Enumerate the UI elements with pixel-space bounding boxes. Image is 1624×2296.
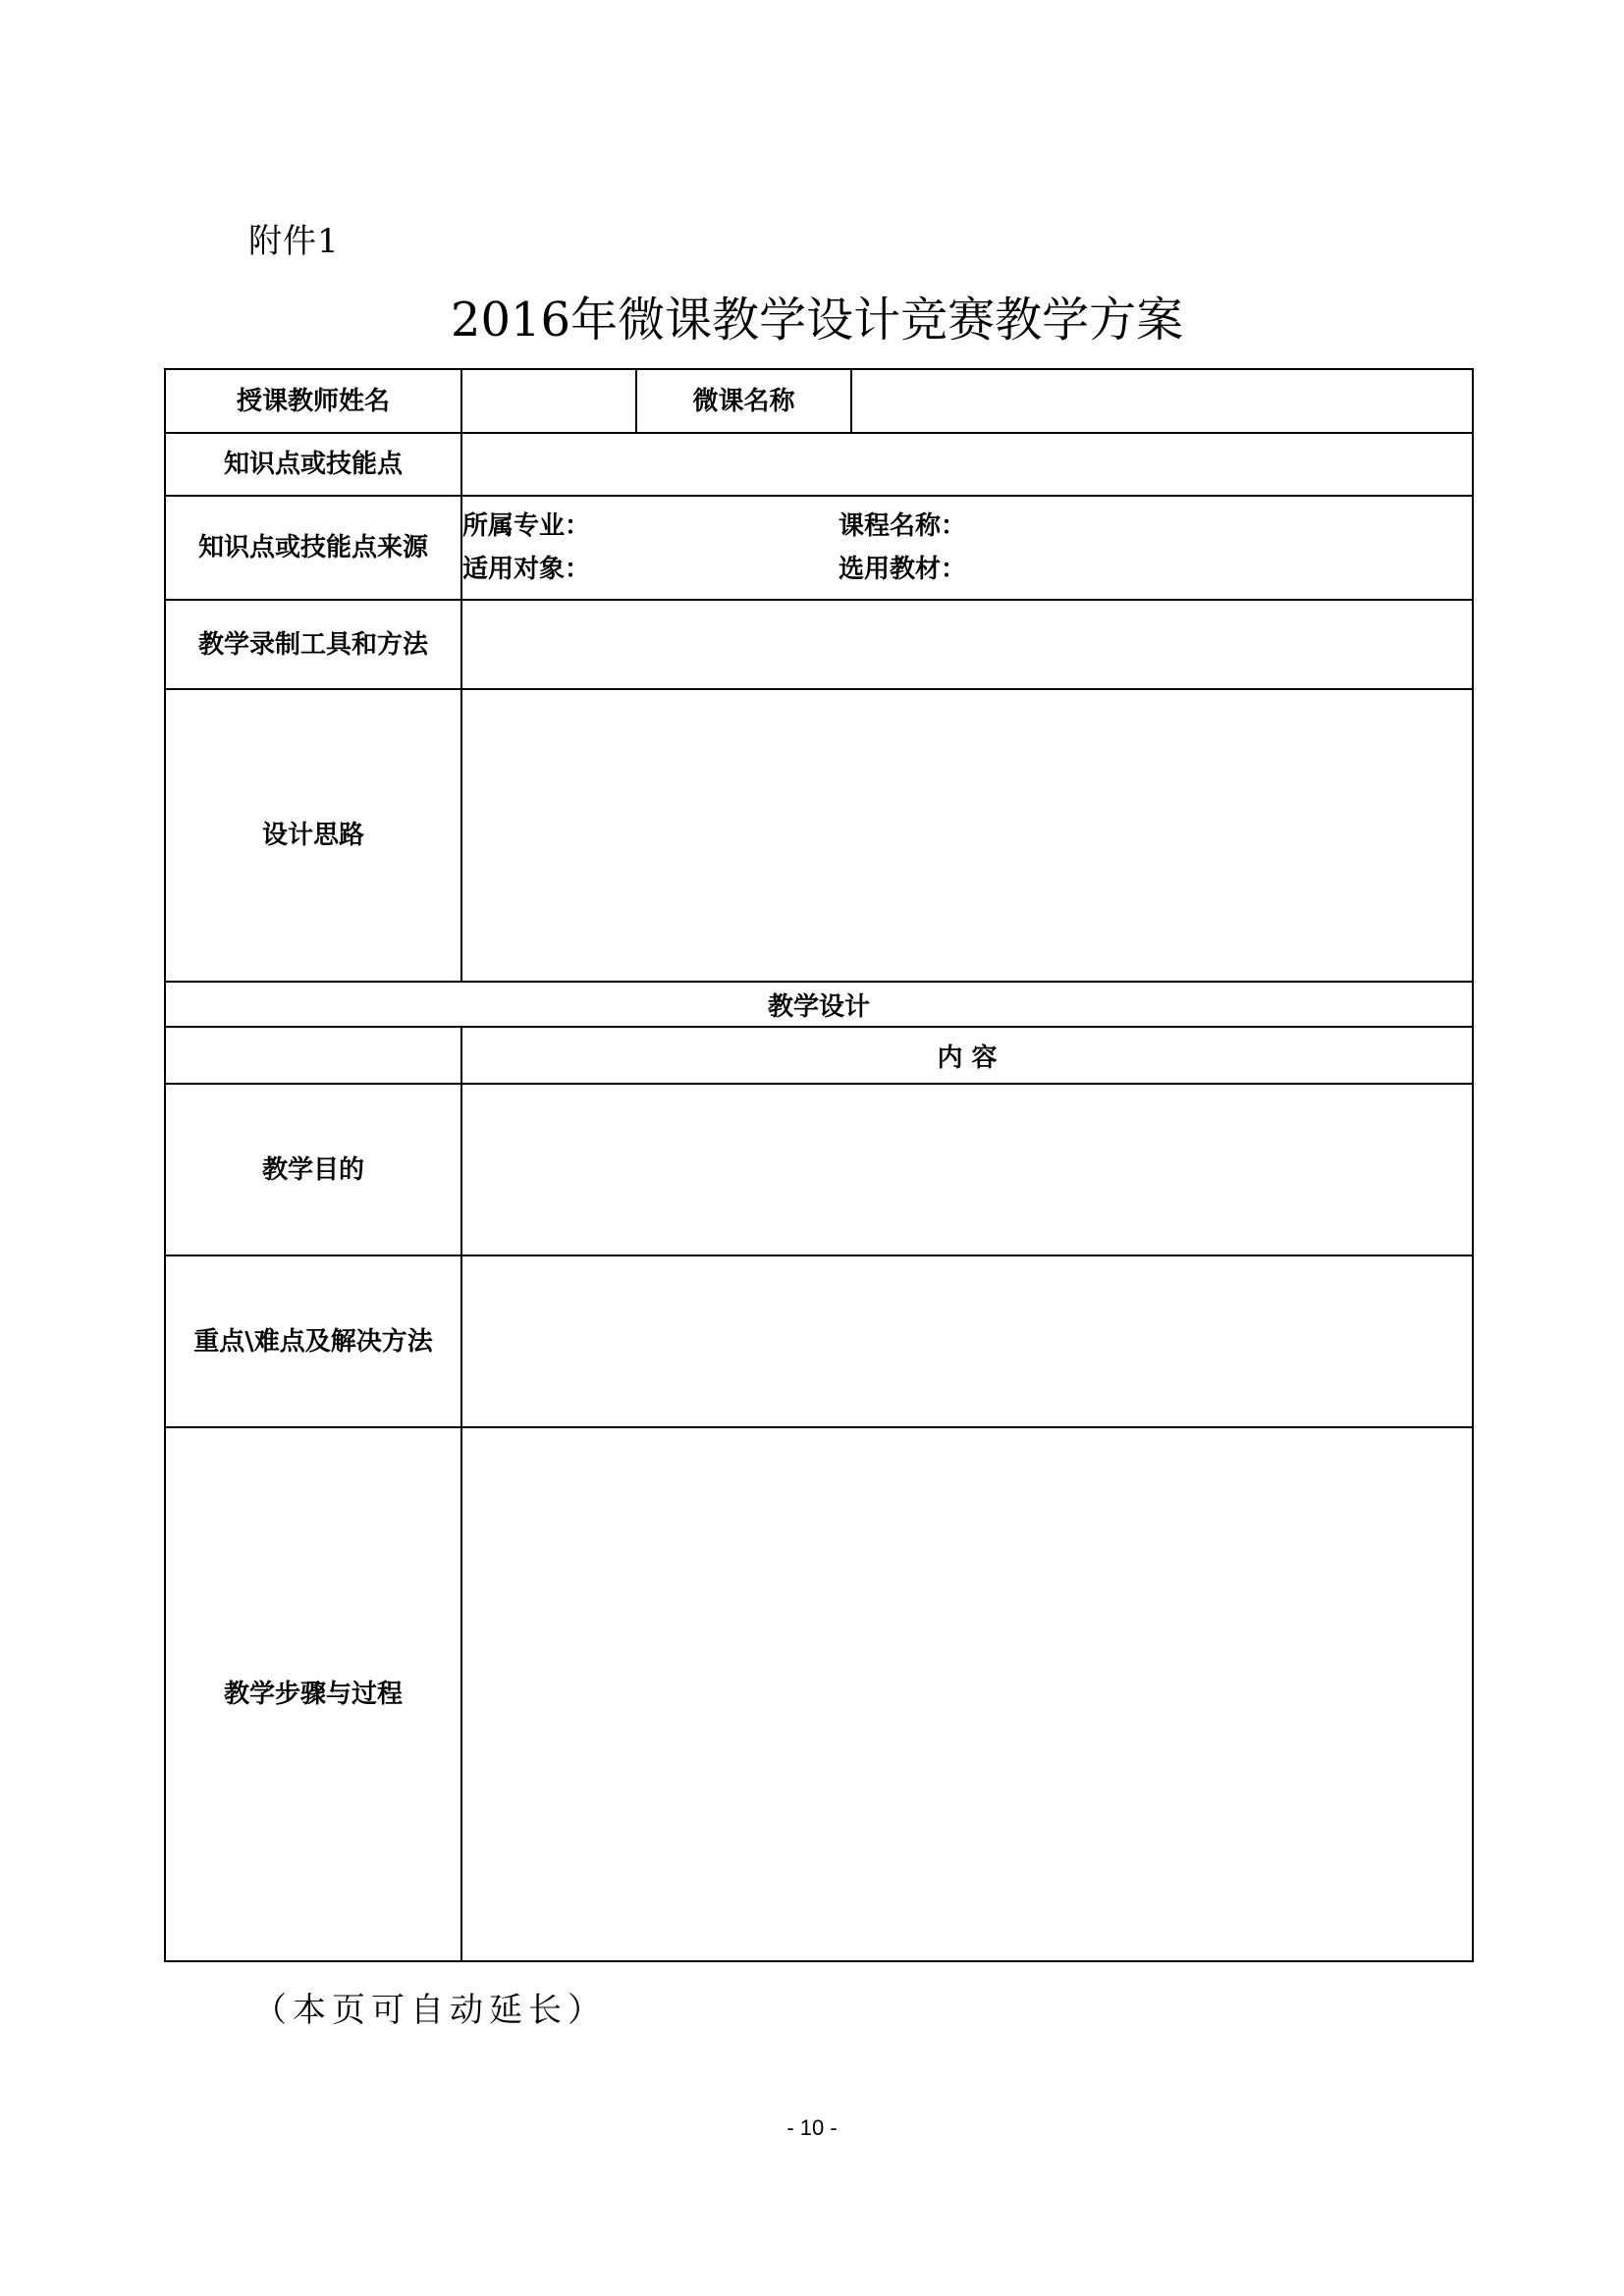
design-idea-field[interactable] [461,689,1473,982]
course-name-label: 微课名称 [636,369,851,433]
objective-label: 教学目的 [165,1084,461,1255]
knowledge-point-field[interactable] [461,433,1473,496]
course-name-field[interactable] [851,369,1473,433]
steps-field[interactable] [461,1427,1473,1961]
key-points-field[interactable] [461,1255,1473,1427]
teacher-name-field[interactable] [461,369,636,433]
steps-label: 教学步骤与过程 [165,1427,461,1961]
design-idea-label: 设计思路 [165,689,461,982]
source-field-group [461,496,1473,600]
audience-label[interactable]: 适用对象： [462,555,591,584]
attachment-label: 附件1 [248,222,340,261]
knowledge-point-label: 知识点或技能点 [165,433,461,496]
major-label[interactable]: 所属专业： [462,511,591,541]
teaching-plan-form [164,368,1474,1962]
curriculum-label[interactable]: 课程名称： [839,511,967,541]
blank-header-cell [165,1027,461,1084]
content-header: 内 容 [461,1027,1473,1084]
document-title: 2016年微课教学设计竞赛教学方案 [450,293,1184,347]
recording-field[interactable] [461,600,1473,689]
auto-extend-note: （本页可自动延长） [253,1991,607,2030]
recording-label: 教学录制工具和方法 [165,600,461,689]
teaching-design-header: 教学设计 [165,982,1473,1027]
objective-field[interactable] [461,1084,1473,1255]
source-label: 知识点或技能点来源 [165,496,461,600]
page-number: - 10 - [786,2115,838,2140]
teacher-name-label: 授课教师姓名 [165,369,461,433]
textbook-label[interactable]: 选用教材： [839,555,967,584]
key-points-label-text: 重点\难点及解决方法 [193,1326,433,1357]
key-points-label [165,1255,461,1427]
